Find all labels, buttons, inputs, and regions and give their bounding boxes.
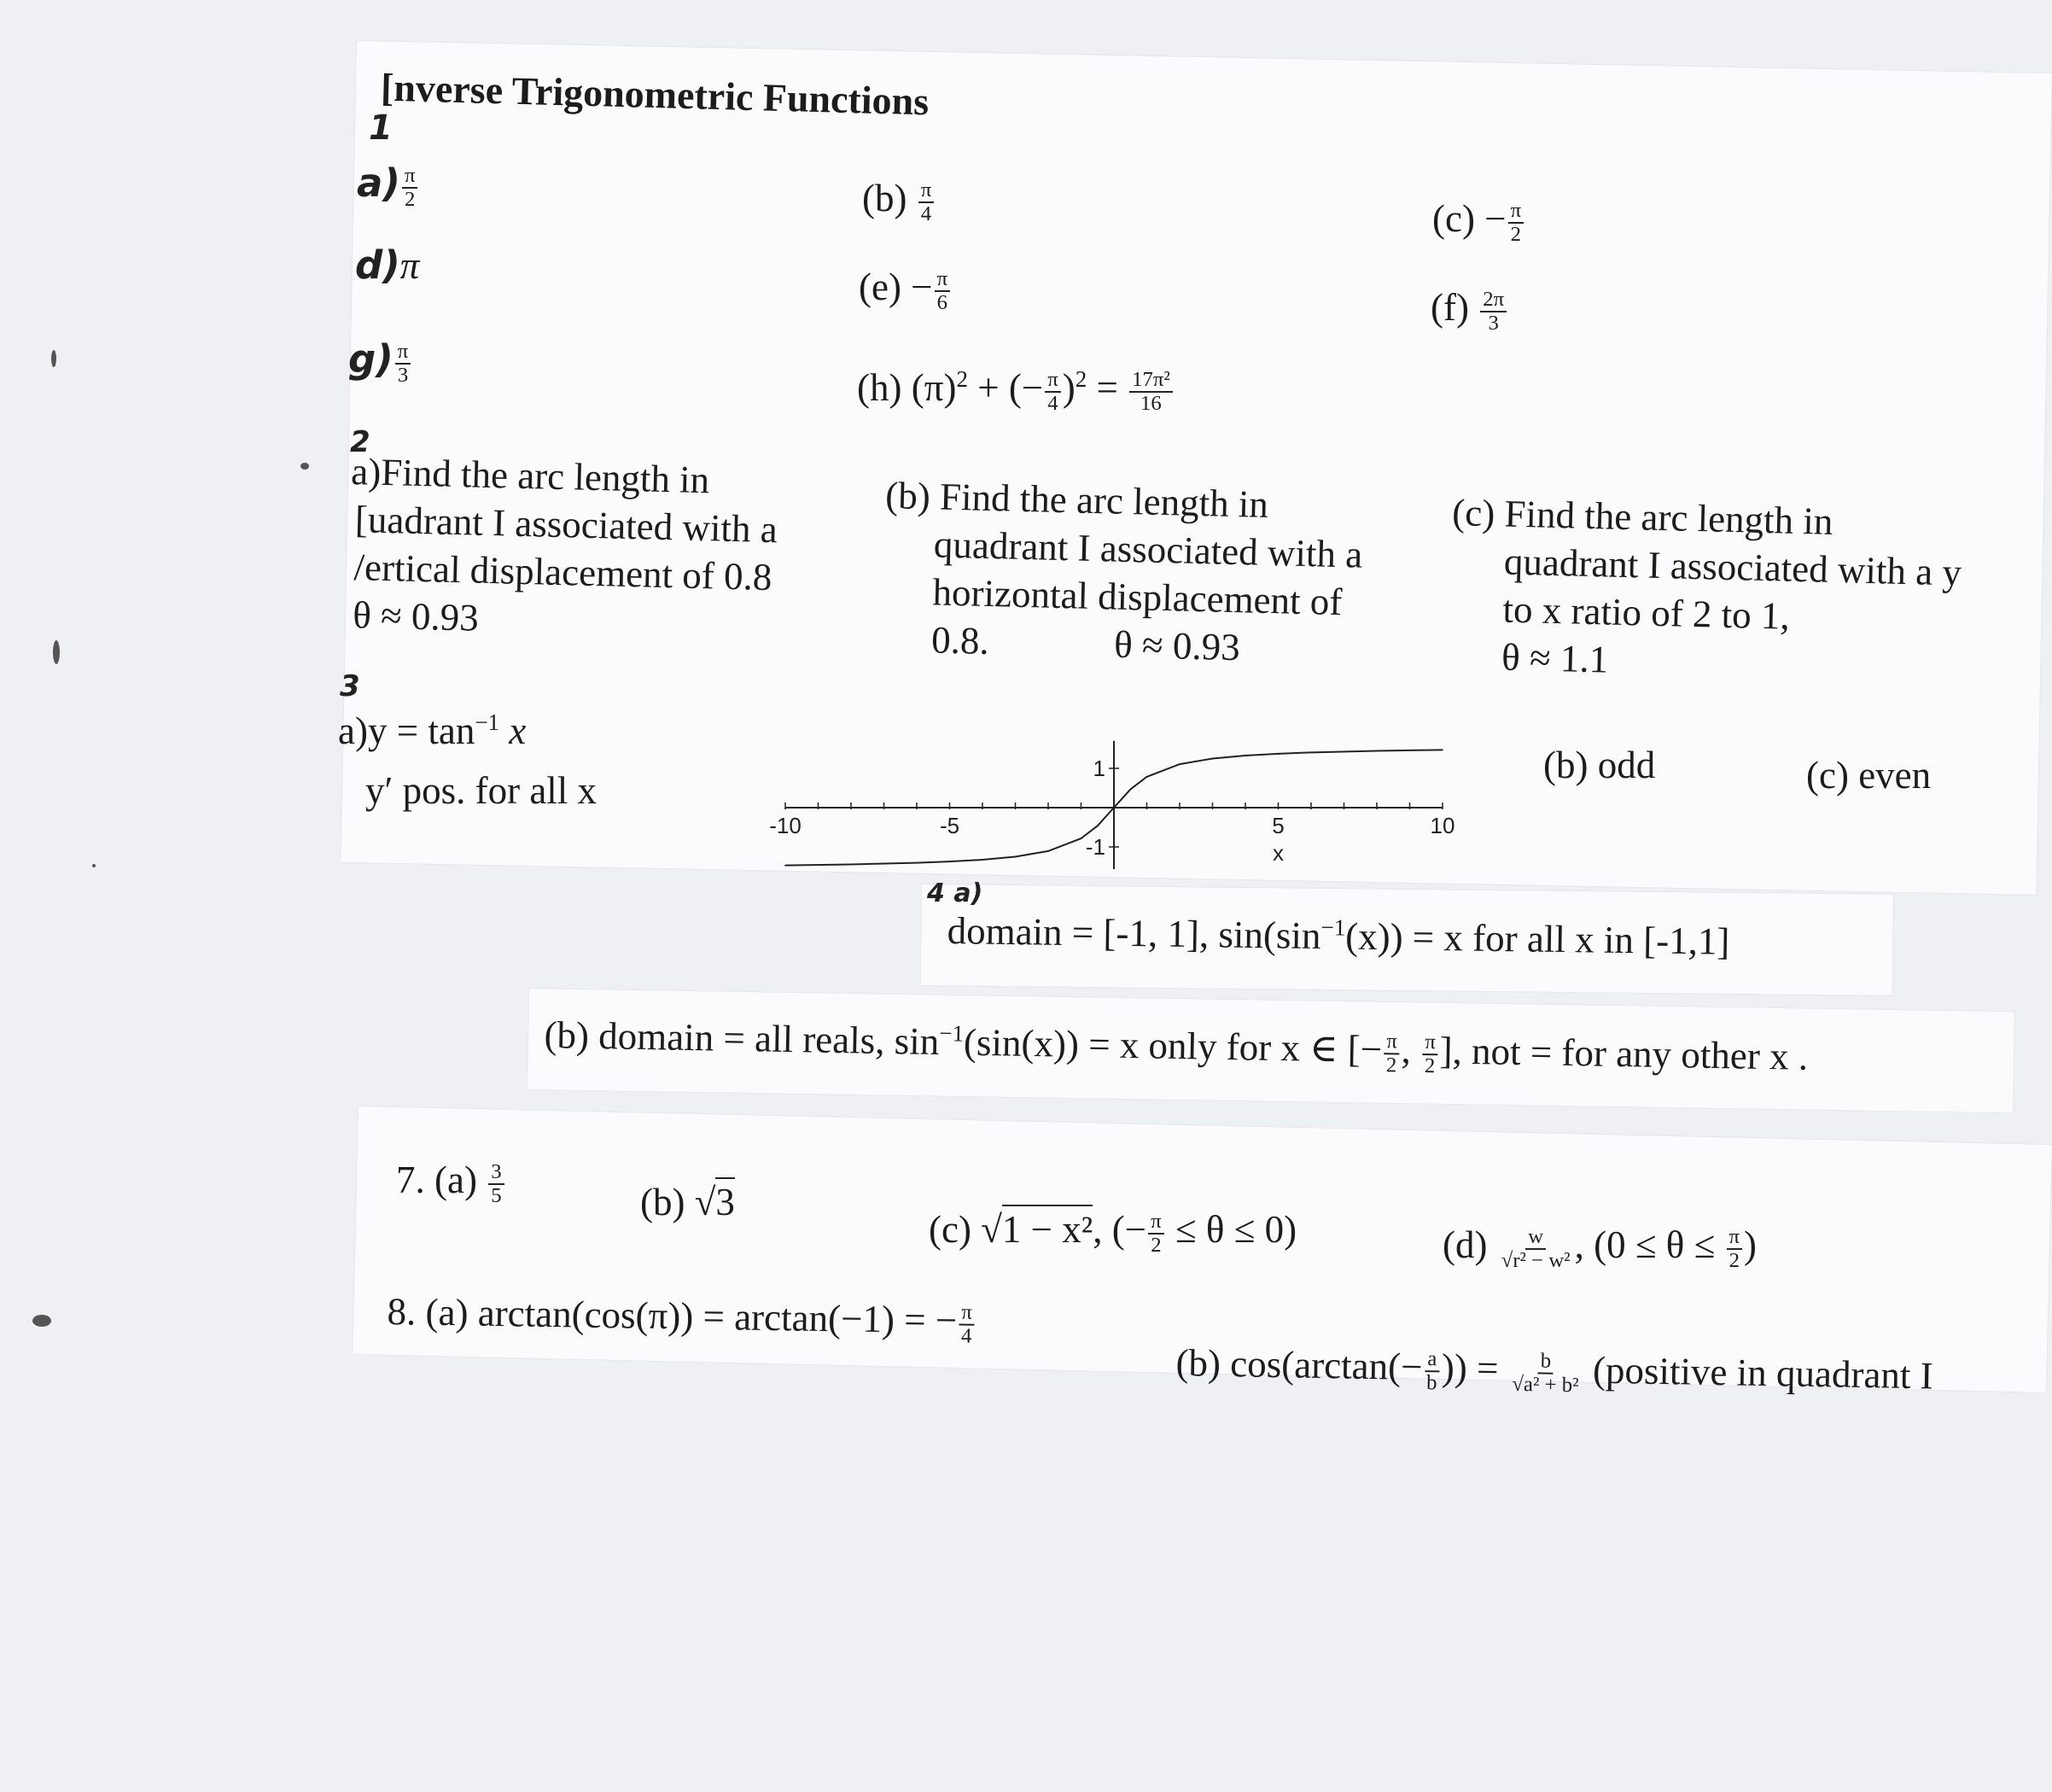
curve-point xyxy=(1129,789,1131,791)
curve-point xyxy=(1047,850,1049,852)
curve-point xyxy=(1245,755,1246,756)
q7-d: (d) $\frac{w}{\text{√r² − w²}}$ , (0 ≤ θ ≤ $\frac{\pi}{2}$ ) xyxy=(1443,1223,1758,1272)
q2-a-answer: θ ≈ 0.93 xyxy=(352,593,480,639)
scan-speck xyxy=(53,640,60,664)
curve-point xyxy=(916,862,918,864)
q2-b-line: (b) Find the arc length in xyxy=(884,474,1269,526)
q7-b: (b) √3 xyxy=(640,1182,735,1224)
scan-speck xyxy=(300,463,309,470)
handwritten-mark-q2: 2 xyxy=(350,425,370,459)
handwritten-mark-q3: 3 xyxy=(340,669,360,703)
q8-b: (b) cos(arctan(− $\frac{a}{b}$ )) = $\frac{b}{\text{√a² + b²}}$ (positive in quadrant I xyxy=(1175,1341,1934,1398)
q1-a: a) $\frac{\pi}{2}$ xyxy=(357,162,419,211)
curve-point xyxy=(1376,750,1378,752)
q1-g: g) $\frac{\pi}{3}$ xyxy=(348,338,412,387)
q1-e: (e) − $\frac{\pi}{6}$ xyxy=(859,266,952,314)
q2-c-answer: θ ≈ 1.1 xyxy=(1501,635,1609,681)
q2-b-line: horizontal displacement of xyxy=(932,570,1343,624)
curve-point xyxy=(1212,758,1214,760)
q2-c-line: to x ratio of 2 to 1, xyxy=(1502,587,1791,638)
curve-point xyxy=(1146,776,1148,778)
q2-c-line: (c) Find the arc length in xyxy=(1451,491,1834,543)
q2-a-line: [uadrant I associated with a xyxy=(354,498,778,552)
q1-h: (h) $(\pi)^2$ + (− $\frac{\pi}{4}$ )$^2$ = $\frac{\text{17π²}}{16}$ xyxy=(857,367,1175,415)
scan-speck xyxy=(32,1315,51,1327)
curve-point xyxy=(1179,763,1180,765)
q3-c: (c) even xyxy=(1806,754,1932,797)
curve-point xyxy=(982,859,983,861)
q3-a-line1: $a)y = \tan^{-1} x$ xyxy=(338,709,527,752)
x-tick-label: 5 xyxy=(1272,813,1285,838)
q2-a-line: /ertical displacement of 0.8 xyxy=(353,546,772,599)
q3-b: (b) odd xyxy=(1543,744,1656,786)
q2-a-line: a)Find the arc length in xyxy=(350,450,710,502)
x-axis-label: x xyxy=(1273,840,1284,866)
q1-b: (b) $\frac{\pi}{4}$ xyxy=(862,178,936,225)
q4-b: (b) domain = all reals, $\sin^{-1}(\sin(x)) = x$ only for x ∈ [− $\frac{\pi}{2}$ , $\frac{\pi}{2}$ ], not = for any other x . xyxy=(544,1013,1809,1078)
q4-a: domain = [-1, 1], $\sin(\sin^{-1}(x)) = x$ for all x in [-1,1] xyxy=(947,909,1730,963)
x-tick-label: -10 xyxy=(769,813,802,838)
q7-c: (c) √1 − x², (− $\frac{\pi}{2}$ ≤ θ ≤ 0) xyxy=(929,1209,1297,1257)
q1-f: (f) $\frac{2\pi}{3}$ xyxy=(1431,287,1508,335)
q2-c-line: quadrant I associated with a y xyxy=(1503,540,1962,594)
x-tick-label: -5 xyxy=(939,813,960,838)
handwritten-mark-q4: 4 a) xyxy=(927,878,983,908)
curve-point xyxy=(1310,752,1312,754)
q8-a: 8. (a) arctan(cos(π)) = arctan(−1) = − $\frac{\pi}{4}$ xyxy=(387,1291,976,1347)
q1-c: (c) − $\frac{\pi}{2}$ xyxy=(1432,198,1525,246)
curve-point xyxy=(1442,750,1443,751)
x-tick-label: 10 xyxy=(1430,813,1455,838)
curve-point xyxy=(1015,856,1017,858)
arctan-graph xyxy=(760,733,1460,869)
q3-a-line2: y′ pos. for all x xyxy=(365,769,598,812)
y-tick-label: 1 xyxy=(1093,756,1105,781)
scan-speck xyxy=(92,864,96,867)
q2-b-line: 0.8. xyxy=(930,618,990,663)
curve-point xyxy=(1097,826,1099,827)
curve-point xyxy=(1081,838,1082,839)
q2-b-line: quadrant I associated with a xyxy=(933,522,1363,576)
scan-speck xyxy=(51,350,56,367)
curve-point xyxy=(850,864,852,866)
y-tick-label: -1 xyxy=(1085,834,1105,860)
curve-point xyxy=(1278,753,1280,755)
q1-d: d)π xyxy=(355,242,420,288)
curve-point xyxy=(1113,807,1115,808)
curve-point xyxy=(784,865,786,867)
page-title: [nverse Trigonometric Functions xyxy=(380,65,930,124)
q2-b-answer: θ ≈ 0.93 xyxy=(1113,622,1241,669)
q7-a: 7. (a) $\frac{3}{5}$ xyxy=(396,1159,506,1207)
curve-point xyxy=(949,861,951,862)
handwritten-mark-q1: 1 xyxy=(369,108,393,148)
